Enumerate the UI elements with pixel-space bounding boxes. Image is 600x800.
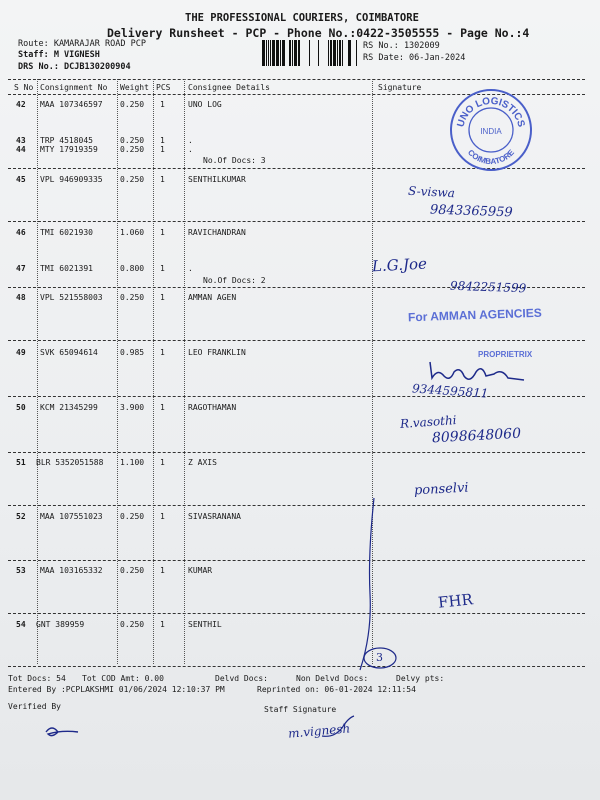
row-pcs: 1	[160, 145, 165, 154]
column-divider	[117, 79, 118, 664]
row-pcs: 1	[160, 458, 165, 467]
signature-pen-stroke	[340, 494, 400, 676]
row-divider	[8, 221, 585, 222]
stamp-top-text: UNO LOGISTICS	[455, 95, 527, 129]
stamp-center-text: INDIA	[480, 127, 502, 136]
barcode	[262, 40, 357, 66]
row-divider	[8, 452, 585, 453]
row-weight: 0.250	[120, 175, 145, 184]
row-pcs: 1	[160, 348, 165, 357]
row-consignee: UNO LOG	[188, 100, 222, 109]
row-sno: 44	[16, 145, 26, 154]
reprinted-on: Reprinted on: 06-01-2024 12:11:54	[257, 685, 416, 694]
row-weight: 1.060	[120, 228, 145, 237]
row-consignee: Z AXIS	[188, 458, 217, 467]
rs-date: RS Date: 06-Jan-2024	[363, 53, 466, 63]
staff-signature-scribble	[320, 712, 360, 742]
signature-47-name: L.G.Joe	[371, 254, 428, 276]
entered-by: Entered By :PCPLAKSHMI 01/06/2024 12:10:37 PM	[8, 685, 225, 694]
row-sno: 51	[16, 458, 26, 467]
row-consignee: .	[188, 136, 193, 145]
staff-signature-hand: m.vignesh	[287, 721, 351, 741]
delivery-points: Delvy pts:	[396, 674, 445, 683]
row-consignment: MTY 17919359	[40, 145, 98, 154]
amman-proprietrix-stamp: PROPRIETRIX	[478, 350, 533, 359]
row-consignee: SENTHIL	[188, 620, 222, 629]
col-consignee: Consignee Details	[188, 83, 270, 92]
row-sno: 45	[16, 175, 26, 184]
total-docs: Tot Docs: 54	[8, 674, 66, 683]
column-divider	[184, 79, 185, 664]
runsheet-title: Delivery Runsheet - PCP - Phone No.:0422-3505555 - Page No.:4	[107, 26, 530, 40]
signature-51-name: ponselvi	[413, 480, 469, 499]
row-sno: 53	[16, 566, 26, 575]
row-consignee: .	[188, 264, 193, 273]
row-sno: 52	[16, 512, 26, 521]
row-weight: 0.250	[120, 512, 145, 521]
row-consignee: RAVICHANDRAN	[188, 228, 246, 237]
stamp-bottom-text: COIMBATORE	[465, 147, 517, 167]
row-consignment: VPL 946909335	[40, 175, 103, 184]
verified-by-label: Verified By	[8, 702, 61, 711]
col-sno: S No	[14, 83, 34, 92]
row-weight: 0.250	[120, 620, 145, 629]
row-consignee: KUMAR	[188, 566, 213, 575]
row-doc-count: No.Of Docs: 2	[203, 276, 266, 285]
row-consignment: TMI 6021930	[40, 228, 93, 237]
row-consignment: TMI 6021391	[40, 264, 93, 273]
row-pcs: 1	[160, 620, 165, 629]
header-top-rule	[8, 79, 585, 80]
row-pcs: 1	[160, 293, 165, 302]
row-sno: 48	[16, 293, 26, 302]
row-divider	[8, 340, 585, 341]
signature-45-phone: 9843365959	[429, 202, 513, 221]
row-consignment: VPL 521558003	[40, 293, 103, 302]
row-sno: 54	[16, 620, 26, 629]
row-consignment: TRP 4518045	[40, 136, 93, 145]
total-cod-amount: Tot COD Amt: 0.00	[82, 674, 164, 683]
row-divider	[8, 396, 585, 397]
row-weight: 0.250	[120, 136, 145, 145]
row-sno: 50	[16, 403, 26, 412]
row-consignment: SVK 65094614	[40, 348, 98, 357]
col-signature: Signature	[378, 83, 422, 92]
svg-text:UNO LOGISTICS	[455, 96, 526, 129]
row-sno: 47	[16, 264, 26, 273]
rs-number: RS No.: 1302009	[363, 41, 440, 51]
row-weight: 1.100	[120, 458, 145, 467]
row-consignment: BLR 5352051588	[36, 458, 104, 467]
row-pcs: 1	[160, 175, 165, 184]
row-weight: 3.900	[120, 403, 145, 412]
row-consignment: MAA 107346597	[40, 100, 103, 109]
drs-label: DRS No.: DCJB130200904	[18, 62, 131, 72]
row-pcs: 1	[160, 403, 165, 412]
svg-text:COIMBATORE	[466, 147, 517, 166]
row-consignee: RAGOTHAMAN	[188, 403, 237, 412]
route-label: Route: KAMARAJAR ROAD PCP	[18, 39, 146, 49]
staff-label: Staff: M VIGNESH	[18, 50, 100, 60]
uno-logistics-stamp	[449, 88, 533, 172]
row-weight: 0.250	[120, 145, 145, 154]
row-consignee: LEO FRANKLIN	[188, 348, 246, 357]
row-divider	[8, 505, 585, 506]
row-sno: 43	[16, 136, 26, 145]
row-consignee: SIVASRANANA	[188, 512, 241, 521]
delivered-docs: Delvd Docs:	[215, 674, 268, 683]
row-pcs: 1	[160, 512, 165, 521]
row-sno: 49	[16, 348, 26, 357]
row-sno: 42	[16, 100, 26, 109]
row-consignee: .	[188, 145, 193, 154]
signature-50-phone: 8098648060	[431, 425, 522, 447]
row-consignment: MAA 103165332	[40, 566, 103, 575]
non-delivered-docs: Non Delvd Docs:	[296, 674, 369, 683]
row-weight: 0.800	[120, 264, 145, 273]
row-weight: 0.250	[120, 566, 145, 575]
row-weight: 0.250	[120, 293, 145, 302]
row-pcs: 1	[160, 264, 165, 273]
company-title: THE PROFESSIONAL COURIERS, COIMBATORE	[185, 12, 419, 24]
amman-agencies-stamp: For AMMAN AGENCIES	[407, 305, 542, 325]
row-consignee: AMMAN AGEN	[188, 293, 237, 302]
signature-49-phone: 9344595811	[411, 381, 489, 401]
row-divider	[8, 613, 585, 614]
staff-signature-label: Staff Signature	[264, 705, 337, 714]
verifier-signature	[42, 722, 82, 740]
row-weight: 0.985	[120, 348, 145, 357]
signature-54-mark: 3	[376, 651, 383, 664]
column-divider	[37, 79, 38, 664]
row-weight: 0.250	[120, 100, 145, 109]
row-pcs: 1	[160, 566, 165, 575]
row-divider	[8, 560, 585, 561]
row-consignment: MAA 107551023	[40, 512, 103, 521]
row-pcs: 1	[160, 136, 165, 145]
row-consignee: SENTHILKUMAR	[188, 175, 246, 184]
col-pcs: PCS	[156, 83, 171, 92]
column-divider	[153, 79, 154, 664]
row-doc-count: No.Of Docs: 3	[203, 156, 266, 165]
footer-rule	[8, 666, 585, 667]
col-consignment: Consignment No	[40, 83, 108, 92]
row-sno: 46	[16, 228, 26, 237]
signature-45-name: S-viswa	[407, 183, 456, 201]
row-consignment: GNT 389959	[36, 620, 85, 629]
signature-47-phone: 9842251599	[449, 278, 527, 296]
signature-53-mark: FHR	[437, 590, 474, 612]
signature-50-name: R.vasothi	[399, 413, 457, 431]
col-weight: Weight	[120, 83, 149, 92]
row-pcs: 1	[160, 100, 165, 109]
row-pcs: 1	[160, 228, 165, 237]
row-consignment: KCM 21345299	[40, 403, 98, 412]
